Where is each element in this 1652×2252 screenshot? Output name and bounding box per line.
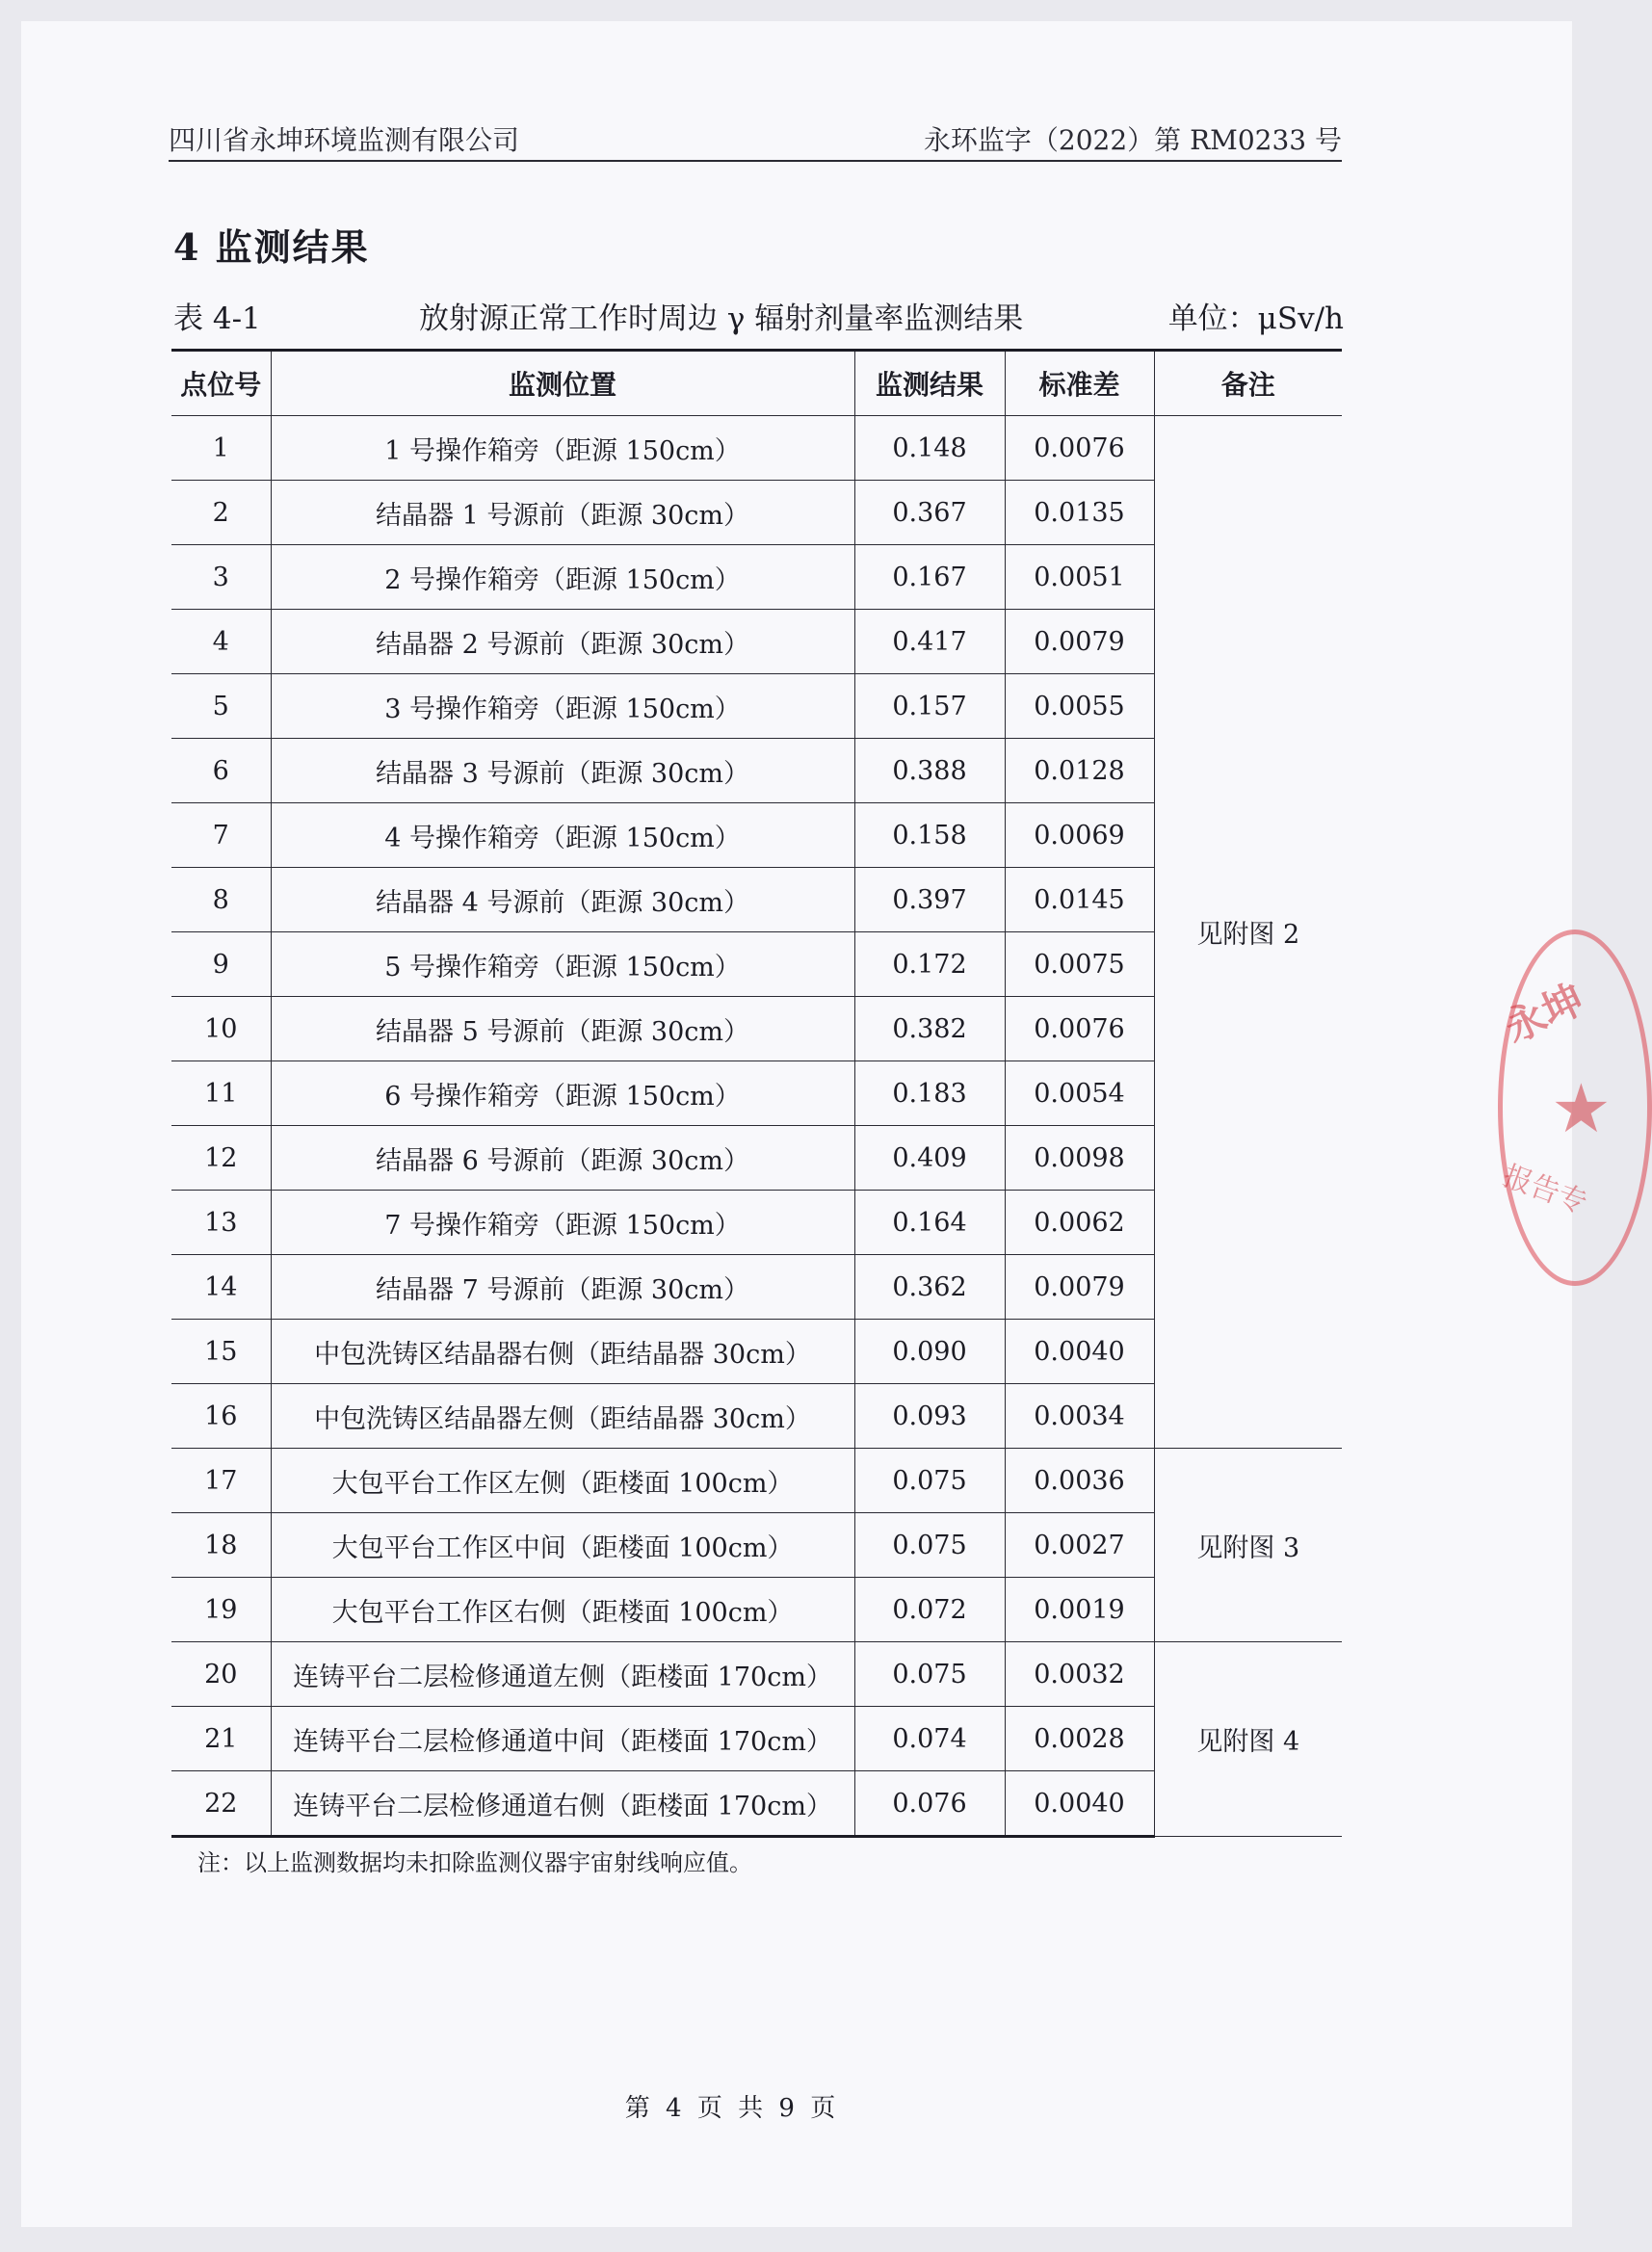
result-cell: 0.183 bbox=[854, 1061, 1005, 1126]
point-id-cell: 4 bbox=[171, 610, 271, 674]
location-cell: 中包洗铸区结晶器左侧（距结晶器 30cm） bbox=[271, 1384, 854, 1449]
table-number: 表 4-1 bbox=[173, 301, 261, 336]
result-cell: 0.167 bbox=[854, 545, 1005, 610]
column-header: 备注 bbox=[1154, 351, 1342, 416]
point-id-cell: 8 bbox=[171, 868, 271, 932]
location-cell: 大包平台工作区右侧（距楼面 100cm） bbox=[271, 1578, 854, 1642]
std-dev-cell: 0.0079 bbox=[1005, 1255, 1154, 1320]
point-id-cell: 9 bbox=[171, 932, 271, 997]
result-cell: 0.164 bbox=[854, 1191, 1005, 1255]
result-cell: 0.409 bbox=[854, 1126, 1005, 1191]
location-cell: 1 号操作箱旁（距源 150cm） bbox=[271, 416, 854, 481]
point-id-cell: 3 bbox=[171, 545, 271, 610]
location-cell: 7 号操作箱旁（距源 150cm） bbox=[271, 1191, 854, 1255]
std-dev-cell: 0.0027 bbox=[1005, 1513, 1154, 1578]
location-cell: 6 号操作箱旁（距源 150cm） bbox=[271, 1061, 854, 1126]
point-id-cell: 1 bbox=[171, 416, 271, 481]
result-cell: 0.072 bbox=[854, 1578, 1005, 1642]
point-id-cell: 18 bbox=[171, 1513, 271, 1578]
table-row bbox=[171, 416, 1342, 481]
page-header bbox=[169, 119, 1342, 158]
point-id-cell: 7 bbox=[171, 803, 271, 868]
std-dev-cell: 0.0055 bbox=[1005, 674, 1154, 739]
std-dev-cell: 0.0062 bbox=[1005, 1191, 1154, 1255]
point-id-cell: 15 bbox=[171, 1320, 271, 1384]
column-header: 标准差 bbox=[1005, 351, 1154, 416]
location-cell: 大包平台工作区左侧（距楼面 100cm） bbox=[271, 1449, 854, 1513]
point-id-cell: 16 bbox=[171, 1384, 271, 1449]
point-id-cell: 22 bbox=[171, 1771, 271, 1837]
std-dev-cell: 0.0135 bbox=[1005, 481, 1154, 545]
result-cell: 0.388 bbox=[854, 739, 1005, 803]
point-id-cell: 2 bbox=[171, 481, 271, 545]
point-id-cell: 6 bbox=[171, 739, 271, 803]
std-dev-cell: 0.0075 bbox=[1005, 932, 1154, 997]
table-row bbox=[171, 1449, 1342, 1513]
std-dev-cell: 0.0076 bbox=[1005, 416, 1154, 481]
location-cell: 结晶器 4 号源前（距源 30cm） bbox=[271, 868, 854, 932]
header-rule bbox=[169, 160, 1342, 162]
table-caption bbox=[173, 294, 1344, 336]
result-cell: 0.172 bbox=[854, 932, 1005, 997]
point-id-cell: 20 bbox=[171, 1642, 271, 1707]
std-dev-cell: 0.0040 bbox=[1005, 1320, 1154, 1384]
result-cell: 0.397 bbox=[854, 868, 1005, 932]
result-cell: 0.074 bbox=[854, 1707, 1005, 1771]
location-cell: 连铸平台二层检修通道右侧（距楼面 170cm） bbox=[271, 1771, 854, 1837]
remark-cell: 见附图 2 bbox=[1154, 416, 1342, 1449]
location-cell: 2 号操作箱旁（距源 150cm） bbox=[271, 545, 854, 610]
column-header: 监测结果 bbox=[854, 351, 1005, 416]
result-cell: 0.382 bbox=[854, 997, 1005, 1061]
location-cell: 大包平台工作区中间（距楼面 100cm） bbox=[271, 1513, 854, 1578]
location-cell: 结晶器 3 号源前（距源 30cm） bbox=[271, 739, 854, 803]
std-dev-cell: 0.0032 bbox=[1005, 1642, 1154, 1707]
document-number: 永环监字（2022）第 RM0233 号 bbox=[923, 124, 1342, 156]
result-cell: 0.148 bbox=[854, 416, 1005, 481]
remark-cell: 见附图 4 bbox=[1154, 1642, 1342, 1837]
result-cell: 0.362 bbox=[854, 1255, 1005, 1320]
location-cell: 结晶器 7 号源前（距源 30cm） bbox=[271, 1255, 854, 1320]
table-header-row bbox=[171, 351, 1342, 416]
point-id-cell: 11 bbox=[171, 1061, 271, 1126]
table-row bbox=[171, 1642, 1342, 1707]
std-dev-cell: 0.0051 bbox=[1005, 545, 1154, 610]
remark-cell: 见附图 3 bbox=[1154, 1449, 1342, 1642]
seal-text-bottom: 报告专 bbox=[1498, 1159, 1592, 1221]
location-cell: 结晶器 1 号源前（距源 30cm） bbox=[271, 481, 854, 545]
result-cell: 0.158 bbox=[854, 803, 1005, 868]
std-dev-cell: 0.0069 bbox=[1005, 803, 1154, 868]
result-cell: 0.090 bbox=[854, 1320, 1005, 1384]
column-header: 点位号 bbox=[171, 351, 271, 416]
location-cell: 连铸平台二层检修通道左侧（距楼面 170cm） bbox=[271, 1642, 854, 1707]
std-dev-cell: 0.0128 bbox=[1005, 739, 1154, 803]
std-dev-cell: 0.0028 bbox=[1005, 1707, 1154, 1771]
std-dev-cell: 0.0098 bbox=[1005, 1126, 1154, 1191]
result-cell: 0.076 bbox=[854, 1771, 1005, 1837]
point-id-cell: 21 bbox=[171, 1707, 271, 1771]
result-cell: 0.075 bbox=[854, 1642, 1005, 1707]
page-footer: 第 4 页 共 9 页 bbox=[624, 2094, 840, 2123]
point-id-cell: 14 bbox=[171, 1255, 271, 1320]
company-name: 四川省永坤环境监测有限公司 bbox=[169, 124, 520, 156]
std-dev-cell: 0.0040 bbox=[1005, 1771, 1154, 1837]
location-cell: 中包洗铸区结晶器右侧（距结晶器 30cm） bbox=[271, 1320, 854, 1384]
point-id-cell: 5 bbox=[171, 674, 271, 739]
column-header: 监测位置 bbox=[271, 351, 854, 416]
std-dev-cell: 0.0019 bbox=[1005, 1578, 1154, 1642]
std-dev-cell: 0.0034 bbox=[1005, 1384, 1154, 1449]
section-title: 4 监测结果 bbox=[173, 225, 370, 269]
result-cell: 0.417 bbox=[854, 610, 1005, 674]
result-cell: 0.075 bbox=[854, 1449, 1005, 1513]
location-cell: 结晶器 2 号源前（距源 30cm） bbox=[271, 610, 854, 674]
seal-text-top: 永坤 bbox=[1497, 975, 1591, 1053]
table-note: 注：以上监测数据均未扣除监测仪器宇宙射线响应值。 bbox=[197, 1849, 752, 1876]
location-cell: 连铸平台二层检修通道中间（距楼面 170cm） bbox=[271, 1707, 854, 1771]
seal-star-icon: ★ bbox=[1551, 1069, 1612, 1148]
location-cell: 5 号操作箱旁（距源 150cm） bbox=[271, 932, 854, 997]
std-dev-cell: 0.0079 bbox=[1005, 610, 1154, 674]
point-id-cell: 12 bbox=[171, 1126, 271, 1191]
result-cell: 0.093 bbox=[854, 1384, 1005, 1449]
location-cell: 4 号操作箱旁（距源 150cm） bbox=[271, 803, 854, 868]
std-dev-cell: 0.0145 bbox=[1005, 868, 1154, 932]
point-id-cell: 13 bbox=[171, 1191, 271, 1255]
result-cell: 0.075 bbox=[854, 1513, 1005, 1578]
point-id-cell: 19 bbox=[171, 1578, 271, 1642]
location-cell: 结晶器 6 号源前（距源 30cm） bbox=[271, 1126, 854, 1191]
results-table bbox=[171, 349, 1342, 1838]
table-title: 放射源正常工作时周边 γ 辐射剂量率监测结果 bbox=[419, 301, 1024, 336]
point-id-cell: 10 bbox=[171, 997, 271, 1061]
location-cell: 3 号操作箱旁（距源 150cm） bbox=[271, 674, 854, 739]
location-cell: 结晶器 5 号源前（距源 30cm） bbox=[271, 997, 854, 1061]
std-dev-cell: 0.0054 bbox=[1005, 1061, 1154, 1126]
point-id-cell: 17 bbox=[171, 1449, 271, 1513]
std-dev-cell: 0.0036 bbox=[1005, 1449, 1154, 1513]
result-cell: 0.157 bbox=[854, 674, 1005, 739]
std-dev-cell: 0.0076 bbox=[1005, 997, 1154, 1061]
table-unit: 单位：μSv/h bbox=[1167, 301, 1344, 336]
result-cell: 0.367 bbox=[854, 481, 1005, 545]
